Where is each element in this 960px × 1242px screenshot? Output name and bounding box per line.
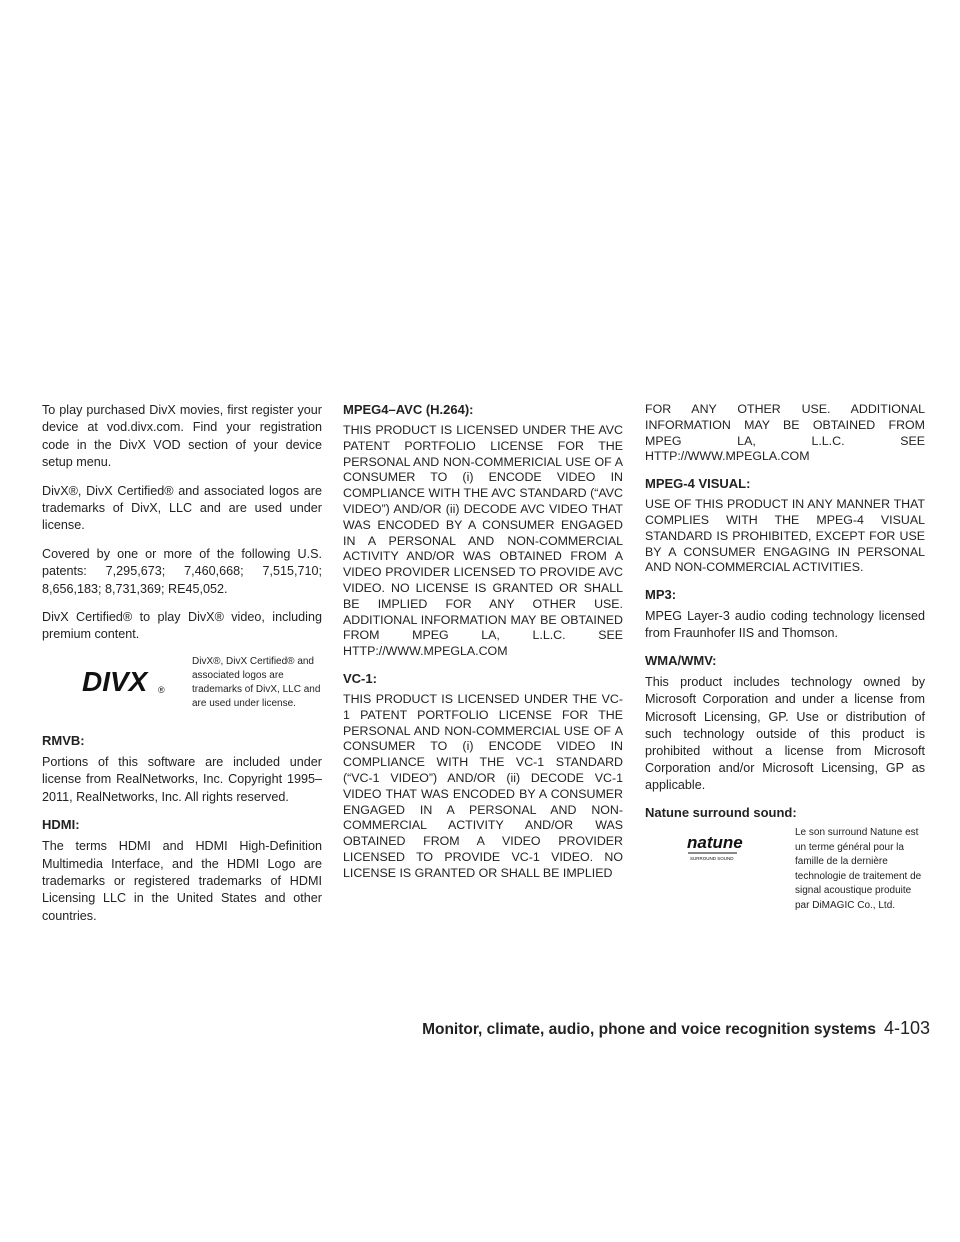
- vc1-continued-paragraph: FOR ANY OTHER USE. ADDITIONAL INFORMATION MAY BE OBTAINED FROM MPEG LA, L.L.C. SEE HTTP://WWW.MPEGLA.COM: [645, 402, 925, 464]
- hdmi-paragraph: The terms HDMI and HDMI High-Definition Multimedia Interface, and the HDMI Logo are trademarks or registered trademarks of HDMI Licensing LLC in the United States and other countries.: [42, 839, 322, 923]
- divx-register-paragraph: To play purchased DivX movies, first register your device at vod.divx.com. Find your registration code in the DivX VOD section of your device setup menu.: [42, 403, 322, 470]
- mp3-heading: MP3:: [645, 587, 677, 603]
- column-3: [645, 402, 925, 927]
- column-1: [42, 402, 322, 936]
- svg-text:®: ®: [158, 684, 165, 695]
- svg-text:SURROUND SOUND: SURROUND SOUND: [690, 856, 734, 862]
- rmvb-paragraph: Portions of this software are included under license from RealNetworks, Inc. Copyright 1995–2011, RealNetworks, Inc. All rights reserved.: [42, 754, 322, 804]
- divx-trademark-paragraph: DivX®, DivX Certified® and associated logos are trademarks of DivX, LLC and are used under license.: [42, 483, 322, 533]
- divx-logo-block: [42, 655, 322, 725]
- natune-heading: Natune surround sound:: [645, 805, 797, 821]
- rmvb-heading: RMVB:: [42, 732, 85, 748]
- divx-certified-paragraph: DivX Certified® to play DivX® video, including premium content.: [42, 610, 322, 642]
- svg-text:natune: natune: [687, 833, 743, 853]
- divx-logo-icon: [42, 655, 192, 725]
- hdmi-heading: HDMI:: [42, 817, 80, 833]
- divx-logo-caption: DivX®, DivX Certified® and associated logos are trademarks of DivX, LLC and are used under license.: [192, 655, 321, 709]
- page-footer: [420, 1018, 930, 1042]
- avc-heading: MPEG4–AVC (H.264):: [343, 402, 474, 417]
- mpeg4-paragraph: USE OF THIS PRODUCT IN ANY MANNER THAT COMPLIES WITH THE MPEG-4 VISUAL STANDARD IS PROHIBITED, EXCEPT FOR USE BY A CONSUMER ENGAGING IN PERSONAL AND NON-COMMERCIAL ACTIVITIES.: [645, 497, 925, 575]
- natune-logo-block: [645, 826, 925, 921]
- mpeg4-heading: MPEG-4 VISUAL:: [645, 476, 751, 492]
- vc1-heading: VC-1:: [343, 670, 377, 686]
- footer-page-number: 4-103: [883, 1018, 930, 1038]
- natune-caption: Le son surround Natune est un terme général pour la famille de la dernière technologie de traitement de signal acoustique produite par DiMAGIC Co., Ltd.: [795, 827, 922, 911]
- mp3-paragraph: MPEG Layer-3 audio coding technology licensed from Fraunhofer IIS and Thomson.: [645, 609, 925, 641]
- natune-logo-icon: [645, 826, 795, 921]
- avc-paragraph: THIS PRODUCT IS LICENSED UNDER THE AVC PATENT PORTFOLIO LICENSE FOR THE PERSONAL AND NON-COMMERICIAL USE OF A CONSUMER TO (i) ENCODE VIDEO IN COMPLIANCE WITH THE AVC STANDARD (“AVC VIDEO”) AND/OR (ii) DECODE AVC VIDEO THAT WAS ENCODED BY A CONSUMER ENGAGED IN A PERSONAL AND NON-COMMERCIAL ACTIVITY AND/OR WAS OBTAINED FROM A VIDEO PROVIDER LICENSED TO PROVIDE AVC VIDEO. NO LICENSE IS GRANTED OR SHALL BE IMPLIED FOR ANY OTHER USE. ADDITIONAL INFORMATION MAY BE OBTAINED FROM MPEG LA, L.L.C. SEE HTTP://WWW.MPEGLA.COM: [343, 423, 623, 659]
- natune-logo: [645, 826, 795, 921]
- wma-heading: WMA/WMV:: [645, 653, 717, 669]
- divx-logo: [42, 655, 192, 725]
- svg-text:DIVX: DIVX: [82, 665, 148, 697]
- wma-paragraph: This product includes technology owned by Microsoft Corporation and under a license from Microsoft Licensing, GP. Use or distribution of such technology outside of this product is prohibited without a license from Microsoft Corporation and/or Microsoft Licensing, GP as applicable.: [645, 675, 925, 792]
- column-2: [343, 402, 623, 893]
- footer-section-title: Monitor, climate, audio, phone and voice recognition systems: [422, 1021, 876, 1038]
- divx-patents-paragraph: Covered by one or more of the following U.S. patents: 7,295,673; 7,460,668; 7,515,710; 8,656,183; 8,731,369; RE45,052.: [42, 546, 322, 596]
- vc1-paragraph: THIS PRODUCT IS LICENSED UNDER THE VC-1 PATENT PORTFOLIO LICENSE FOR THE PERSONAL AND NON-COMMERCIAL USE OF A CONSUMER TO (i) ENCODE VIDEO IN COMPLIANCE WITH THE VC-1 STANDARD (“VC-1 VIDEO”) AND/OR (ii) DECODE VC-1 VIDEO THAT WAS ENCODED BY A CONSUMER ENGAGED IN A PERSONAL AND NON-COMMERCIAL ACTIVITY AND/OR WAS OBTAINED FROM A VIDEO PROVIDER LICENSED TO PROVIDE VC-1 VIDEO. NO LICENSE IS GRANTED OR SHALL BE IMPLIED: [343, 691, 623, 880]
